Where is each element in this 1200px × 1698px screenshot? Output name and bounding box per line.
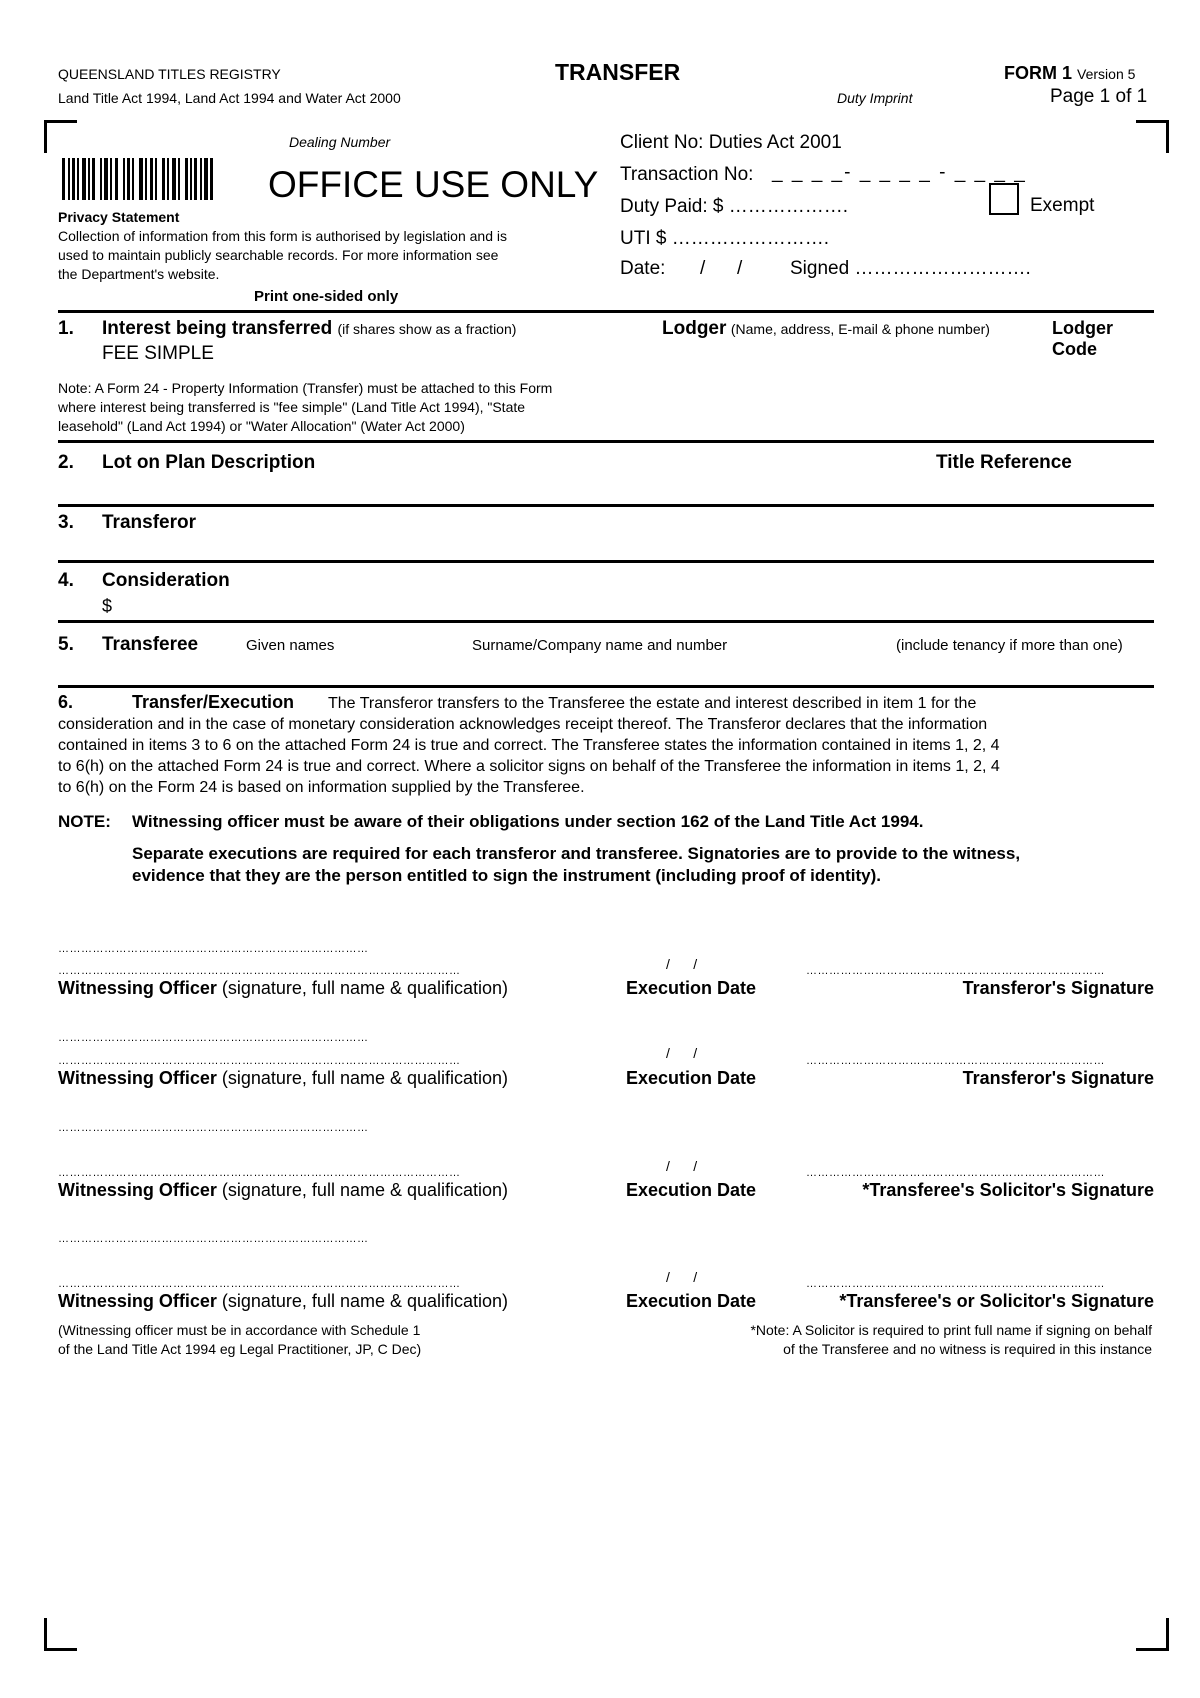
section-4-number: 4.: [58, 570, 74, 591]
date-label: Date:: [620, 258, 666, 279]
section-divider: [58, 310, 1154, 313]
tenancy-label: (include tenancy if more than one): [896, 637, 1123, 654]
transfer-text-line: to 6(h) on the attached Form 24 is true and correct. Where a solicitor signs on behalf of the Transferee the information in items 1, 2, 4: [58, 758, 1000, 775]
barcode-graphic: [62, 158, 244, 200]
exempt-label: Exempt: [1030, 195, 1095, 216]
section-2-title: Lot on Plan Description: [102, 452, 316, 473]
corner-mark-bottom-left: [44, 1618, 77, 1651]
witnessing-officer-title: Witnessing Officer: [58, 1291, 217, 1311]
execution-date-field[interactable]: / /: [666, 1158, 698, 1174]
lodger-heading: [662, 318, 990, 340]
section-divider: [58, 560, 1154, 563]
signature-line[interactable]: ……………………………………………………………………: [806, 1167, 1105, 1179]
witness-name-line[interactable]: ………………………………………………………………………: [58, 1122, 369, 1134]
section-divider: [58, 685, 1154, 688]
execution-date-field[interactable]: / /: [666, 956, 698, 972]
section-1-title: [102, 318, 516, 340]
interest-transferred-label: Interest being transferred: [102, 318, 333, 339]
execution-date-field[interactable]: / /: [666, 1269, 698, 1285]
form24-note-line: Note: A Form 24 - Property Information (Transfer) must be attached to this Form: [58, 380, 553, 396]
section-3-title: Transferor: [102, 512, 196, 533]
witness-obligation-note: Witnessing officer must be aware of their obligations under section 162 of the Land Title Act 1994.: [132, 812, 924, 831]
solicitor-note: *Note: A Solicitor is required to print full name if signing on behalf: [750, 1322, 1152, 1338]
witness-name-line[interactable]: ………………………………………………………………………: [58, 1233, 369, 1245]
witnessing-officer-hint: (signature, full name & qualification): [221, 1068, 509, 1088]
witnessing-officer-title: Witnessing Officer: [58, 1068, 217, 1088]
execution-date-field[interactable]: / /: [666, 1045, 698, 1061]
transfer-text-line: contained in items 3 to 6 on the attached Form 24 is true and correct. The Transferee states the information contained in items 1, 2, 4: [58, 737, 1000, 754]
print-one-sided-note: Print one-sided only: [254, 288, 399, 305]
date-field[interactable]: / /: [700, 258, 743, 279]
dealing-number-label: Dealing Number: [289, 134, 391, 150]
signed-field[interactable]: Signed ……………………….: [790, 258, 1031, 279]
execution-date-label: Execution Date: [626, 1180, 757, 1200]
privacy-statement-line: the Department's website.: [58, 266, 220, 282]
witness-signature-line[interactable]: ……………………………………………………………………………………………: [58, 1167, 461, 1179]
governing-acts: Land Title Act 1994, Land Act 1994 and Water Act 2000: [58, 90, 401, 106]
lodger-code-label: Lodger: [1052, 318, 1113, 338]
corner-mark-top-left: [44, 120, 77, 153]
uti-field[interactable]: UTI $ …………………….: [620, 228, 830, 249]
privacy-statement-line: used to maintain publicly searchable records. For more information see: [58, 247, 499, 263]
form-version: Version 5: [1077, 66, 1136, 82]
form-number: [1004, 63, 1135, 84]
separate-executions-note: Separate executions are required for each transferor and transferee. Signatories are to provide to the witness,: [132, 844, 1021, 863]
witnessing-officer-label: [58, 1068, 508, 1089]
execution-date-label: Execution Date: [626, 978, 757, 998]
witness-signature-line[interactable]: ……………………………………………………………………………………………: [58, 965, 461, 977]
signature-line[interactable]: ……………………………………………………………………: [806, 965, 1105, 977]
corner-mark-top-right: [1136, 120, 1169, 153]
section-1-number: 1.: [58, 318, 74, 339]
transferor-signature-label: Transferor's Signature: [962, 1068, 1154, 1088]
exempt-checkbox[interactable]: [989, 183, 1019, 215]
section-divider: [58, 620, 1154, 623]
separate-executions-note-2: evidence that they are the person entitled to sign the instrument (including proof of identity).: [132, 866, 881, 885]
execution-date-label: Execution Date: [626, 1068, 757, 1088]
signature-line[interactable]: ……………………………………………………………………: [806, 1278, 1105, 1290]
witnessing-officer-label: [58, 1180, 508, 1201]
section-5-number: 5.: [58, 634, 74, 655]
surname-label: Surname/Company name and number: [472, 637, 728, 654]
witness-signature-line[interactable]: ……………………………………………………………………………………………: [58, 1055, 461, 1067]
transferor-signature-label: Transferor's Signature: [962, 978, 1154, 998]
title-reference-label: Title Reference: [936, 452, 1072, 473]
section-3-number: 3.: [58, 512, 74, 533]
transferee-solicitor-signature-label: *Transferee's Solicitor's Signature: [862, 1180, 1154, 1200]
section-divider: [58, 440, 1154, 443]
lodger-code-label-2: Code: [1052, 339, 1097, 359]
section-4-title: Consideration: [102, 570, 230, 591]
witness-name-line[interactable]: ………………………………………………………………………: [58, 943, 369, 955]
form-name: FORM 1: [1004, 63, 1073, 83]
witnessing-officer-label: [58, 978, 508, 999]
transfer-text-line: The Transferor transfers to the Transferee the estate and interest described in item 1 for the: [328, 695, 977, 712]
witness-signature-line[interactable]: ……………………………………………………………………………………………: [58, 1278, 461, 1290]
solicitor-note-2: of the Transferee and no witness is required in this instance: [783, 1341, 1152, 1357]
privacy-statement-title: Privacy Statement: [58, 209, 180, 225]
witnessing-officer-hint: (signature, full name & qualification): [221, 978, 509, 998]
witnessing-officer-hint: (signature, full name & qualification): [221, 1180, 509, 1200]
section-5-title: Transferee: [102, 634, 199, 655]
section-6-title: Transfer/Execution: [132, 692, 295, 712]
witnessing-officer-title: Witnessing Officer: [58, 978, 217, 998]
witness-schedule-note-2: of the Land Title Act 1994 eg Legal Practitioner, JP, C Dec): [58, 1341, 422, 1357]
office-use-only: OFFICE USE ONLY: [268, 164, 599, 205]
note-label: NOTE:: [58, 812, 111, 831]
transaction-number-label: Transaction No:: [620, 164, 754, 185]
witnessing-officer-label: [58, 1291, 508, 1312]
witnessing-officer-hint: (signature, full name & qualification): [221, 1291, 509, 1311]
form24-note-line: leasehold" (Land Act 1994) or "Water Allocation" (Water Act 2000): [58, 418, 465, 434]
client-number-field: Client No: Duties Act 2001: [620, 132, 842, 153]
lodger-label: Lodger: [662, 318, 727, 339]
transferee-or-solicitor-signature-label: *Transferee's or Solicitor's Signature: [839, 1291, 1154, 1311]
transfer-text-line: to 6(h) on the Form 24 is based on information supplied by the Transferee.: [58, 779, 585, 796]
duty-imprint-label: Duty Imprint: [837, 90, 913, 106]
consideration-currency: $: [102, 596, 113, 616]
witness-name-line[interactable]: ………………………………………………………………………: [58, 1032, 369, 1044]
section-divider: [58, 504, 1154, 507]
section-6-number: 6.: [58, 692, 74, 712]
given-names-label: Given names: [246, 637, 335, 654]
page-indicator: Page 1 of 1: [1050, 86, 1148, 107]
interest-transferred-hint: (if shares show as a fraction): [337, 321, 517, 337]
corner-mark-bottom-right: [1136, 1618, 1169, 1651]
privacy-statement-line: Collection of information from this form is authorised by legislation and is: [58, 228, 507, 244]
lodger-hint: (Name, address, E-mail & phone number): [730, 321, 990, 337]
registry-name: QUEENSLAND TITLES REGISTRY: [58, 66, 281, 82]
execution-date-label: Execution Date: [626, 1291, 757, 1311]
interest-value[interactable]: FEE SIMPLE: [102, 343, 214, 364]
duty-paid-field[interactable]: Duty Paid: $ ……………….: [620, 196, 849, 217]
transfer-text-line: consideration and in the case of monetary consideration acknowledges receipt thereof. The Transferor declares that the information: [58, 716, 988, 733]
section-2-number: 2.: [58, 452, 74, 473]
form24-note-line: where interest being transferred is "fee simple" (Land Title Act 1994), "State: [58, 399, 526, 415]
witness-schedule-note: (Witnessing officer must be in accordance with Schedule 1: [58, 1322, 421, 1338]
signature-line[interactable]: ……………………………………………………………………: [806, 1055, 1105, 1067]
form-title: TRANSFER: [555, 59, 681, 85]
witnessing-officer-title: Witnessing Officer: [58, 1180, 217, 1200]
transaction-number-blanks[interactable]: _ _ _ _- _ _ _ _ - _ _ _ _: [772, 162, 1027, 183]
